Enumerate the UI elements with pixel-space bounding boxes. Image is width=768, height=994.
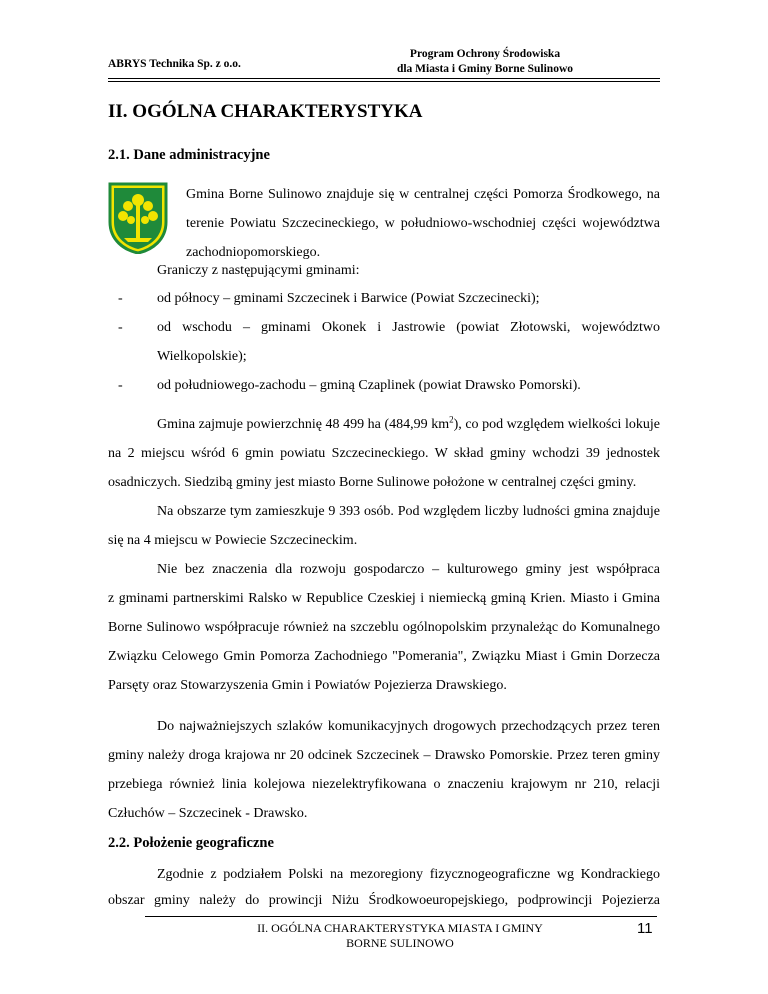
header-rule [108, 78, 660, 79]
geo-line-2: obszar gminy należy do prowincji Niżu Środkowoeuropejskiego, podprowincji Pojezierza [108, 893, 660, 908]
borders-intro: Graniczy z następującymi gminami: [157, 263, 360, 278]
bullet-marker-north: - [118, 291, 123, 306]
bullet-marker-east: - [118, 320, 123, 335]
footer-title-line2: BORNE SULINOWO [346, 936, 454, 950]
bullet-marker-southwest: - [118, 378, 123, 393]
bullet-north: od północy – gminami Szczecinek i Barwice (Powiat Szczecinecki); [157, 291, 540, 306]
cooperation-line-3: Borne Sulinowo współpracuje również na szczeblu ogólnopolskim przynależąc do Komunalnego [108, 620, 660, 635]
footer-rule [145, 916, 657, 917]
cooperation-line-1: Nie bez znaczenia dla rozwoju gospodarczo – kulturowego gminy jest współpraca [157, 562, 660, 577]
intro-line-3: zachodniopomorskiego. [186, 245, 321, 260]
bullet-east-line1: od wschodu – gminami Okonek i Jastrowie (powiat Złotowski, województwo [157, 320, 660, 335]
chapter-title: II. OGÓLNA CHARAKTERYSTYKA [108, 101, 423, 122]
bullet-east-line2: Wielkopolskie); [157, 349, 247, 364]
header-program-line1: Program Ochrony Środowiska [409, 48, 561, 60]
header-program-line2: dla Miasta i Gminy Borne Sulinowo [396, 63, 574, 75]
transport-line-1: Do najważniejszych szlaków komunikacyjnych drogowych przechodzących przez teren [157, 719, 660, 734]
coat-of-arms-icon [108, 182, 168, 254]
area-line-3: osadniczych. Siedzibą gminy jest miasto Borne Sulinowe położone w centralnej części gminy. [108, 475, 637, 490]
cooperation-line-2: z gminami partnerskimi Ralsko w Republice Czeskiej i niemiecką gminą Krien. Miasto i Gmina [108, 591, 660, 606]
geo-line-1: Zgodnie z podziałem Polski na mezoregiony fizycznogeograficzne wg Kondrackiego [157, 867, 660, 882]
area-line-1-b: ), co pod względem wielkości lokuje [453, 417, 661, 432]
transport-line-3: przebiega również linia kolejowa niezelektryfikowana o znaczeniu krajowym nr 210, relacji [108, 777, 660, 792]
footer-title-line1: II. OGÓLNA CHARAKTERYSTYKA MIASTA I GMINY [257, 921, 543, 935]
transport-line-2: gminy należy droga krajowa nr 20 odcinek Szczecinek – Drawsko Pomorskie. Przez teren gminy [108, 748, 660, 763]
area-line-1-a: Gmina zajmuje powierzchnię 48 499 ha (484,99 km [157, 417, 450, 432]
footer-title [200, 921, 600, 951]
intro-line-2: terenie Powiatu Szczecineckiego, w południowo-wschodniej części województwa [186, 216, 660, 231]
page-number: 11 [637, 920, 653, 937]
area-line-1 [157, 410, 660, 439]
bullet-southwest: od południowego-zachodu – gminą Czaplinek (powiat Drawsko Pomorski). [157, 378, 581, 393]
intro-line-1: Gmina Borne Sulinowo znajduje się w centralnej części Pomorza Środkowego, na [186, 187, 660, 202]
population-line-1: Na obszarze tym zamieszkuje 9 393 osób. Pod względem liczby ludności gmina znajduje [157, 504, 660, 519]
population-line-2: się na 4 miejscu w Powiecie Szczecineckim. [108, 533, 358, 548]
transport-line-4: Człuchów – Szczecinek - Drawsko. [108, 806, 308, 821]
cooperation-line-5: Parsęty oraz Stowarzyszenia Gmin i Powiatów Pojezierza Drawskiego. [108, 678, 507, 693]
area-line-2: na 2 miejscu wśród 6 gmin powiatu Szczecineckiego. W skład gminy wchodzi 39 jednostek [108, 446, 660, 461]
header-program [370, 47, 600, 77]
cooperation-line-4: Związku Celowego Gmin Pomorza Zachodniego "Pomerania", Związku Miast i Gmin Dorzecza [108, 649, 660, 664]
header-rule-second [108, 81, 660, 82]
section-heading-geographic: 2.2. Położenie geograficzne [108, 835, 274, 851]
header-company: ABRYS Technika Sp. z o.o. [108, 58, 241, 70]
area-superscript: 2 [449, 414, 454, 425]
section-heading-administrative: 2.1. Dane administracyjne [108, 147, 270, 163]
